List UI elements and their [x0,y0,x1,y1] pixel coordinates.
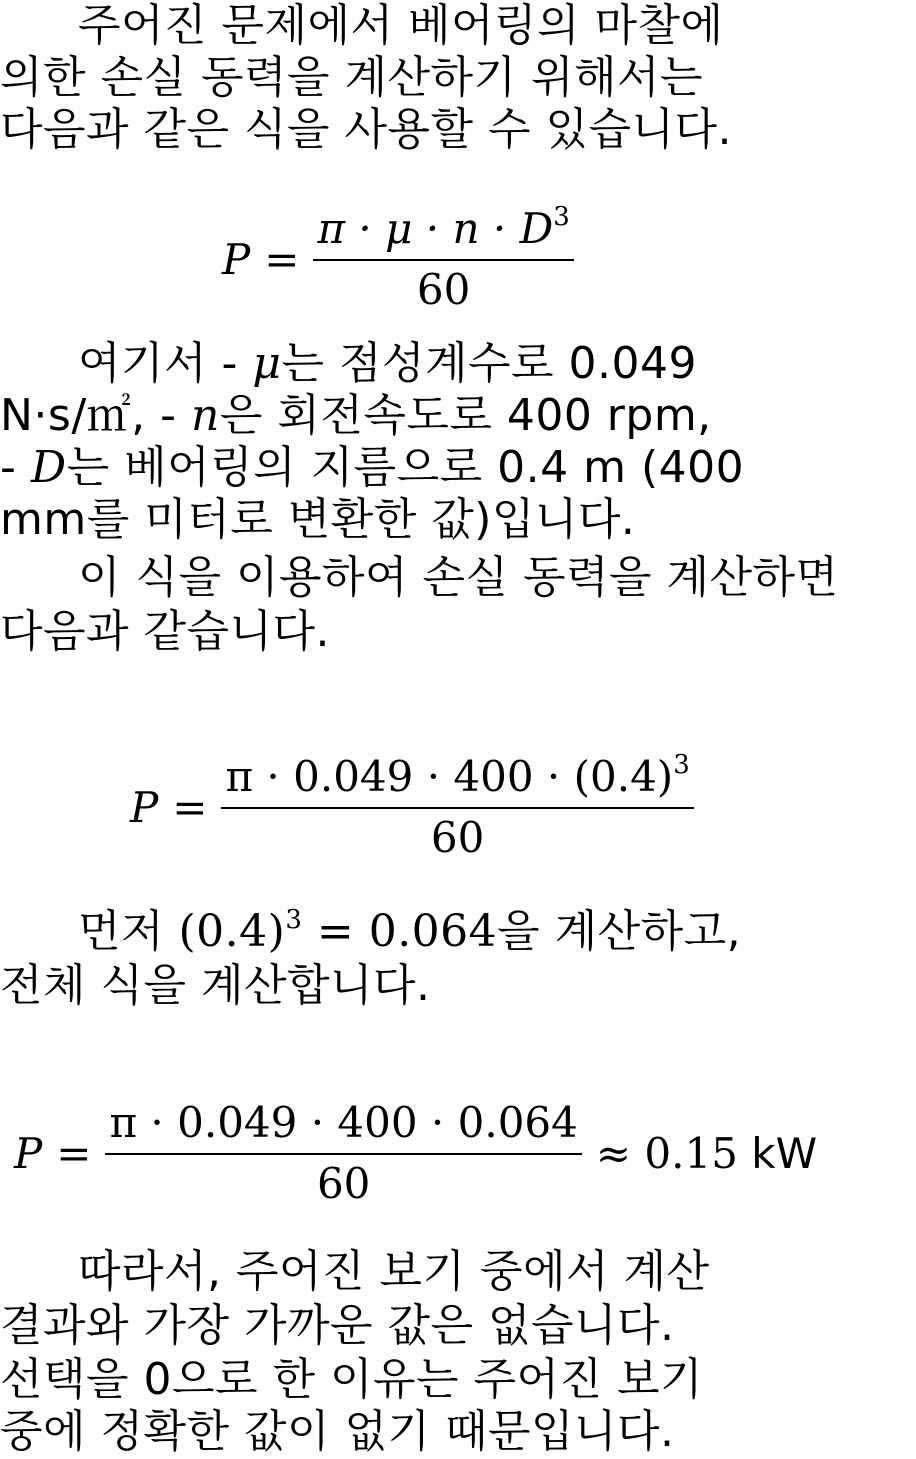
paragraph-5-line-3: 선택을 0으로 한 이유는 주어진 보기 [0,1354,703,1405]
paragraph-5-line-2: 결과와 가장 가까운 값은 없습니다. [0,1300,675,1351]
paragraph-3-line-1: 이 식을 이용하여 손실 동력을 계산하면 [78,552,839,603]
formula-3-numerator: π · 0.049 · 400 · 0.064 [105,1098,581,1155]
paragraph-2-line-3-rest: 는 베어링의 지름으로 0.4 m (400 [66,442,745,493]
formula-1-fraction [313,204,573,314]
paragraph-1-line-1: 주어진 문제에서 베어링의 마찰에 [78,0,724,51]
paragraph-2-line-2 [0,390,712,442]
mu-symbol: μ [252,338,282,389]
inline-expression-rest: = 0.064 [302,906,498,957]
paragraph-2-line-3-prefix: - [0,442,31,493]
paragraph-4-line-2: 전체 식을 계산합니다. [0,960,431,1011]
formula-3-lhs: P [14,1128,43,1178]
formula-1 [222,204,574,314]
paragraph-4-line-1-rest: 을 계산하고, [497,906,742,957]
paragraph-1-line-2: 의한 손실 동력을 계산하기 위해서는 [0,52,704,103]
formula-2-lhs: P [130,782,159,832]
formula-1-lhs: P [222,234,251,284]
paragraph-5-line-4: 중에 정확한 값이 없기 때문입니다. [0,1406,675,1457]
formula-1-numerator [313,204,573,261]
formula-2 [130,752,694,862]
formula-3-unit: kW [737,1128,818,1178]
formula-3-fraction [105,1098,581,1208]
paragraph-2-line-2-prefix: N·s/㎡, - [0,390,191,441]
formula-2-fraction [221,752,693,862]
paragraph-2-line-1-prefix: 여기서 - [78,338,253,389]
formula-2-numerator-main: π · 0.049 · 400 · (0.4) [225,752,674,801]
formula-2-denominator: 60 [430,813,485,862]
formula-1-equals: = [264,234,300,284]
formula-3-result [596,1129,817,1178]
paragraph-2-line-4: mm를 미터로 변환한 값)입니다. [0,494,636,545]
paragraph-2-line-1 [78,338,697,390]
formula-2-equals: = [172,782,208,832]
n-symbol: n [190,390,220,441]
formula-3-approx-value: ≈ 0.15 [595,1128,738,1178]
formula-1-denominator: 60 [416,265,471,314]
paragraph-2-line-1-rest: 는 점성계수로 0.049 [281,338,697,389]
inline-expression-exponent: 3 [285,905,303,935]
paragraph-4-line-1 [78,906,741,964]
inline-expression-base: (0.4) [178,906,286,957]
paragraph-1-line-3: 다음과 같은 식을 사용할 수 있습니다. [0,104,732,155]
formula-1-numerator-main: π · μ · n · D [317,204,554,253]
formula-2-numerator-exponent: 3 [673,750,690,780]
formula-1-numerator-exponent: 3 [553,202,570,232]
paragraph-2-line-2-rest: 은 회전속도로 400 rpm, [219,390,712,441]
formula-3 [14,1098,817,1208]
paragraph-2-line-3 [0,442,744,494]
formula-3-denominator: 60 [316,1159,371,1208]
d-symbol: D [30,442,67,493]
formula-3-equals: = [56,1128,92,1178]
paragraph-3-line-2: 다음과 같습니다. [0,606,330,657]
formula-2-numerator [221,752,693,809]
paragraph-5-line-1: 따라서, 주어진 보기 중에서 계산 [78,1246,710,1297]
paragraph-4-inline-expression [179,906,498,957]
paragraph-4-line-1-prefix: 먼저 [78,906,179,957]
